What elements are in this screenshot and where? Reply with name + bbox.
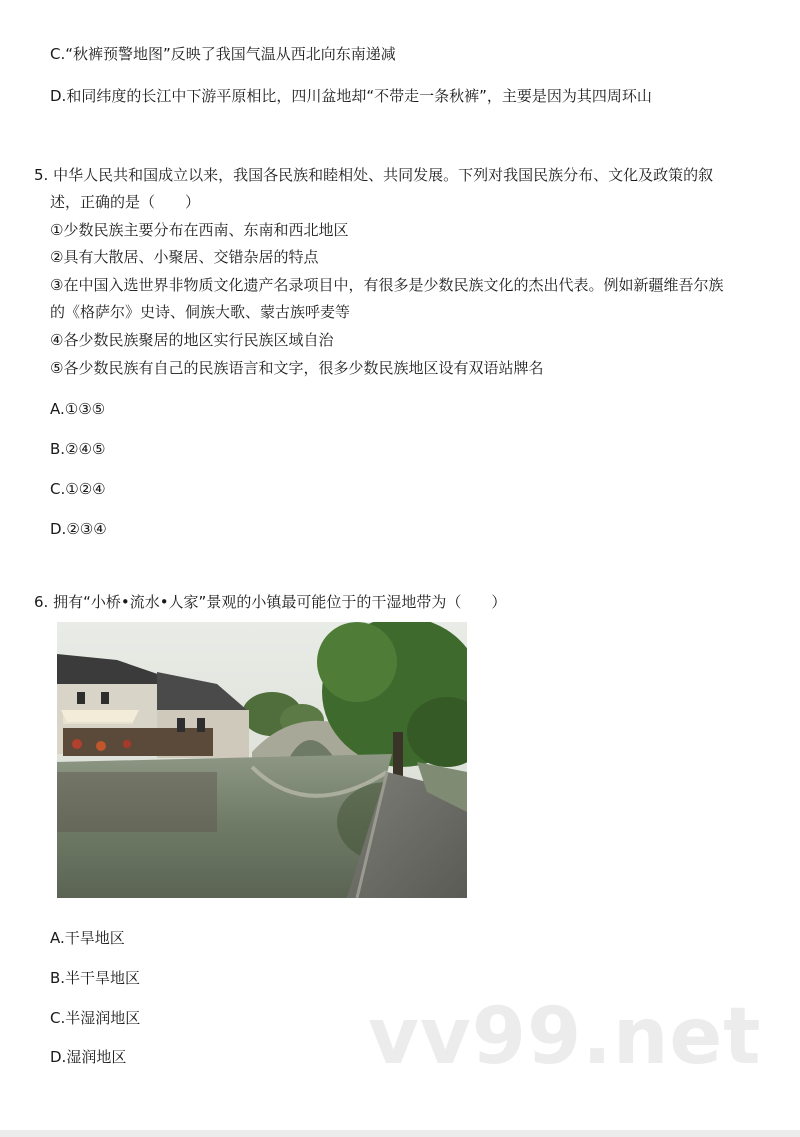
q5-option-b[interactable]: B.②④⑤: [50, 440, 106, 458]
q5-statement-4: ④各少数民族聚居的地区实行民族区域自治: [50, 331, 334, 349]
q5-statement-3: ③在中国入选世界非物质文化遗产名录项目中，有很多是少数民族文化的杰出代表。例如新疆维吾尔族: [50, 276, 724, 294]
q6-option-d[interactable]: D.湿润地区: [50, 1048, 127, 1066]
q6-option-a[interactable]: A.干旱地区: [50, 929, 125, 947]
q6-option-c[interactable]: C.半湿润地区: [50, 1009, 141, 1027]
q4-option-d: D.和同纬度的长江中下游平原相比，四川盆地却“不带走一条秋裤”，主要是因为其四周环山: [50, 87, 652, 105]
q4-option-c: C.“秋裤预警地图”反映了我国气温从西北向东南递减: [50, 45, 396, 63]
watermark-text: vv99.net: [368, 992, 762, 1082]
q5-statement-5: ⑤各少数民族有自己的民族语言和文字，很多少数民族地区设有双语站牌名: [50, 359, 544, 377]
q5-option-d[interactable]: D.②③④: [50, 520, 107, 538]
q5-stem-line1: 5. 中华人民共和国成立以来，我国各民族和睦相处、共同发展。下列对我国民族分布、文化及政策的叙: [34, 166, 714, 184]
water-town-photo: [57, 622, 467, 898]
q5-statement-3-cont: 的《格萨尔》史诗、侗族大歌、蒙古族呼麦等: [50, 303, 351, 321]
q5-option-c[interactable]: C.①②④: [50, 480, 106, 498]
q5-statement-1: ①少数民族主要分布在西南、东南和西北地区: [50, 221, 349, 239]
page-bottom-edge: [0, 1130, 800, 1137]
q5-stem-line2: 述，正确的是（ ）: [50, 193, 201, 211]
q5-statement-2: ②具有大散居、小聚居、交错杂居的特点: [50, 248, 319, 266]
q6-option-b[interactable]: B.半干旱地区: [50, 969, 141, 987]
q5-option-a[interactable]: A.①③⑤: [50, 400, 106, 418]
q6-stem: 6. 拥有“小桥•流水•人家”景观的小镇最可能位于的干湿地带为（ ）: [34, 593, 507, 611]
